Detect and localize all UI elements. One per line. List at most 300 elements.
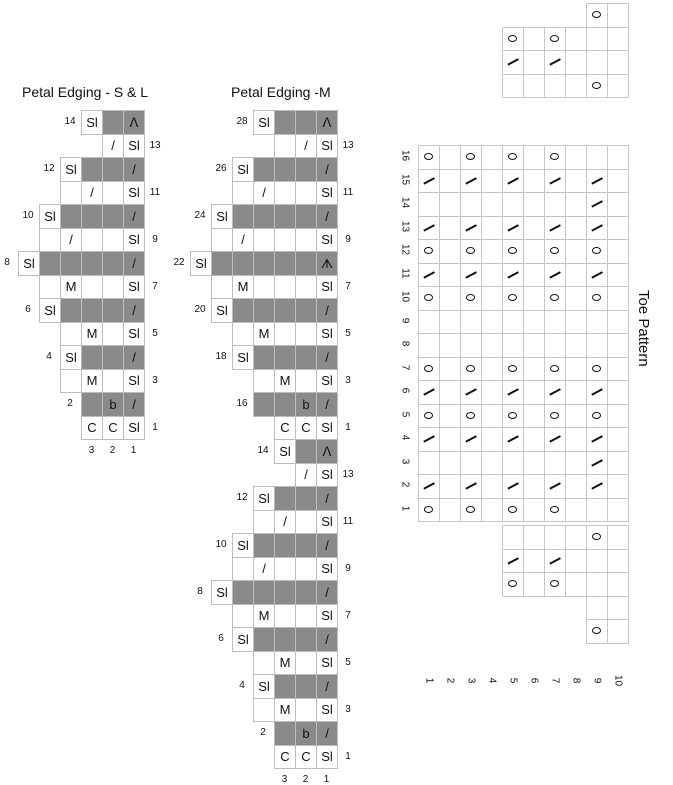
chart-cell bbox=[274, 345, 296, 370]
row-number: 1 bbox=[152, 421, 158, 433]
chart-cell: Sl bbox=[60, 157, 82, 182]
chart-cell bbox=[253, 369, 275, 394]
yarn-over-icon bbox=[508, 35, 517, 42]
chart-cell: C bbox=[274, 745, 296, 770]
chart-cell: / bbox=[123, 251, 145, 276]
chart-cell bbox=[274, 228, 296, 253]
chart-cell: Sl bbox=[316, 275, 338, 300]
chart-cell bbox=[232, 557, 254, 582]
toe-cell bbox=[565, 357, 587, 382]
chart-cell: C bbox=[102, 416, 124, 441]
chart-cell bbox=[253, 204, 275, 229]
chart-cell: / bbox=[316, 721, 338, 746]
toe-cell bbox=[523, 549, 545, 574]
chart-cell: Sl bbox=[316, 134, 338, 159]
toe-cell bbox=[565, 549, 587, 574]
chart-cell: M bbox=[81, 322, 103, 347]
chart-cell: / bbox=[102, 134, 124, 159]
row-number: 9 bbox=[152, 233, 158, 245]
yarn-over-icon bbox=[424, 365, 433, 372]
toe-cell bbox=[523, 427, 545, 452]
chart-cell bbox=[232, 322, 254, 347]
toe-cell bbox=[607, 380, 629, 405]
toe-cell bbox=[607, 333, 629, 358]
toe-cell bbox=[544, 525, 566, 550]
toe-cell bbox=[481, 239, 503, 264]
chart-cell bbox=[81, 228, 103, 253]
chart-cell bbox=[295, 110, 317, 135]
chart-cell: M bbox=[274, 651, 296, 676]
chart-cell bbox=[253, 698, 275, 723]
chart-cell bbox=[211, 228, 233, 253]
yarn-over-icon bbox=[424, 412, 433, 419]
chart-cell: Sl bbox=[316, 463, 338, 488]
chart-cell bbox=[274, 251, 296, 276]
yarn-over-icon bbox=[508, 580, 517, 587]
toe-row-number: 5 bbox=[399, 411, 411, 417]
chart-cell: / bbox=[123, 204, 145, 229]
row-number: 11 bbox=[342, 515, 354, 527]
toe-cell bbox=[523, 27, 545, 52]
yarn-over-icon bbox=[550, 247, 559, 254]
chart-cell bbox=[295, 604, 317, 629]
chart-cell: Sl bbox=[211, 580, 233, 605]
chart-cell bbox=[274, 275, 296, 300]
toe-column-number: 5 bbox=[507, 677, 519, 684]
toe-cell bbox=[607, 451, 629, 476]
chart-cell: Sl bbox=[123, 181, 145, 206]
chart-cell: Sl bbox=[316, 181, 338, 206]
row-number: 9 bbox=[345, 233, 351, 245]
chart-cell bbox=[81, 298, 103, 323]
yarn-over-icon bbox=[508, 153, 517, 160]
chart-cell: / bbox=[123, 392, 145, 417]
chart-cell bbox=[81, 392, 103, 417]
yarn-over-icon bbox=[550, 153, 559, 160]
row-number: 24 bbox=[194, 210, 206, 221]
chart-cell bbox=[102, 204, 124, 229]
toe-cell bbox=[586, 498, 608, 523]
yarn-over-icon bbox=[508, 365, 517, 372]
toe-column-number: 6 bbox=[528, 677, 540, 684]
row-number: 22 bbox=[173, 257, 185, 268]
toe-cell bbox=[565, 286, 587, 311]
row-number: 7 bbox=[345, 280, 351, 292]
chart-cell: C bbox=[295, 745, 317, 770]
chart-cell: / bbox=[60, 228, 82, 253]
toe-cell bbox=[439, 192, 461, 217]
chart-cell bbox=[274, 204, 296, 229]
toe-cell bbox=[607, 596, 629, 621]
yarn-over-icon bbox=[592, 247, 601, 254]
row-number: 1 bbox=[345, 750, 351, 762]
chart-cell bbox=[232, 298, 254, 323]
chart-cell: Sl bbox=[60, 345, 82, 370]
chart-cell: C bbox=[274, 416, 296, 441]
chart-cell: M bbox=[253, 604, 275, 629]
chart-cell: b bbox=[102, 392, 124, 417]
toe-cell bbox=[439, 145, 461, 170]
chart-cell bbox=[295, 651, 317, 676]
column-number: 3 bbox=[88, 445, 95, 456]
chart-cell: Sl bbox=[316, 416, 338, 441]
toe-cell bbox=[544, 451, 566, 476]
yarn-over-icon bbox=[592, 294, 601, 301]
yarn-over-icon bbox=[466, 153, 475, 160]
chart-cell: Sl bbox=[316, 557, 338, 582]
toe-cell bbox=[502, 451, 524, 476]
chart-cell: Sl bbox=[316, 369, 338, 394]
row-number: 26 bbox=[215, 163, 227, 174]
chart-cell: / bbox=[316, 627, 338, 652]
toe-cell bbox=[607, 169, 629, 194]
toe-cell bbox=[607, 3, 629, 28]
toe-pattern-title: Toe Pattern bbox=[635, 290, 652, 367]
toe-cell bbox=[565, 192, 587, 217]
toe-cell bbox=[439, 310, 461, 335]
toe-cell bbox=[607, 50, 629, 75]
row-number: 4 bbox=[239, 680, 245, 691]
yarn-over-icon bbox=[508, 247, 517, 254]
yarn-over-icon bbox=[592, 627, 601, 634]
chart-cell bbox=[60, 204, 82, 229]
chart-cell bbox=[274, 674, 296, 699]
chart-cell: Sl bbox=[123, 369, 145, 394]
toe-cell bbox=[502, 525, 524, 550]
toe-cell bbox=[523, 169, 545, 194]
toe-cell bbox=[607, 498, 629, 523]
chart-cell bbox=[60, 298, 82, 323]
toe-cell bbox=[607, 74, 629, 99]
row-number: 10 bbox=[215, 539, 227, 550]
toe-row-number: 9 bbox=[399, 317, 411, 323]
toe-cell bbox=[481, 263, 503, 288]
row-number: 28 bbox=[236, 116, 248, 127]
chart-cell: / bbox=[316, 345, 338, 370]
chart-cell bbox=[295, 369, 317, 394]
chart-cell bbox=[253, 251, 275, 276]
chart-cell: / bbox=[316, 392, 338, 417]
chart-cell: Sl bbox=[39, 298, 61, 323]
column-number: 1 bbox=[130, 445, 137, 456]
yarn-over-icon bbox=[466, 506, 475, 513]
chart-cell: / bbox=[316, 580, 338, 605]
row-number: 12 bbox=[43, 163, 55, 174]
chart-cell bbox=[295, 204, 317, 229]
chart-cell bbox=[274, 392, 296, 417]
chart-cell: Sl bbox=[316, 651, 338, 676]
chart-cell: ᐱ bbox=[316, 439, 338, 464]
row-number: 3 bbox=[345, 374, 351, 386]
chart-cell: / bbox=[81, 181, 103, 206]
toe-cell bbox=[523, 216, 545, 241]
yarn-over-icon bbox=[550, 412, 559, 419]
yarn-over-icon bbox=[466, 412, 475, 419]
chart-cell: / bbox=[316, 298, 338, 323]
chart-cell bbox=[253, 228, 275, 253]
chart-cell bbox=[295, 181, 317, 206]
toe-cell bbox=[481, 192, 503, 217]
row-number: 10 bbox=[22, 210, 34, 221]
chart-cell: M bbox=[60, 275, 82, 300]
toe-cell bbox=[586, 333, 608, 358]
toe-cell bbox=[523, 572, 545, 597]
toe-cell bbox=[586, 310, 608, 335]
chart-cell bbox=[39, 251, 61, 276]
chart-cell bbox=[81, 204, 103, 229]
toe-cell bbox=[481, 498, 503, 523]
chart-cell bbox=[232, 181, 254, 206]
chart-cell bbox=[295, 557, 317, 582]
chart-cell: Sl bbox=[316, 228, 338, 253]
toe-cell bbox=[418, 310, 440, 335]
column-number: 3 bbox=[281, 774, 288, 785]
chart-cell bbox=[295, 298, 317, 323]
row-number: 11 bbox=[149, 186, 161, 198]
toe-cell bbox=[481, 216, 503, 241]
toe-row-number: 16 bbox=[399, 149, 411, 162]
toe-cell bbox=[523, 333, 545, 358]
chart-cell bbox=[295, 322, 317, 347]
chart-cell bbox=[81, 275, 103, 300]
toe-cell bbox=[565, 498, 587, 523]
chart-cell bbox=[295, 510, 317, 535]
chart-cell bbox=[274, 110, 296, 135]
toe-cell bbox=[523, 498, 545, 523]
chart-cell: M bbox=[274, 369, 296, 394]
row-number: 18 bbox=[215, 351, 227, 362]
chart-cell: / bbox=[316, 674, 338, 699]
chart-cell bbox=[295, 345, 317, 370]
chart-cell: C bbox=[81, 416, 103, 441]
toe-cell bbox=[607, 572, 629, 597]
chart-cell bbox=[253, 580, 275, 605]
toe-cell bbox=[460, 192, 482, 217]
row-number: 13 bbox=[149, 139, 161, 151]
toe-cell bbox=[481, 286, 503, 311]
chart-cell: Sl bbox=[211, 298, 233, 323]
row-number: 2 bbox=[67, 398, 73, 409]
chart-cell: M bbox=[81, 369, 103, 394]
chart-cell: / bbox=[253, 557, 275, 582]
toe-cell bbox=[607, 474, 629, 499]
yarn-over-icon bbox=[424, 153, 433, 160]
row-number: 11 bbox=[342, 186, 354, 198]
chart-cell: Sl bbox=[232, 345, 254, 370]
yarn-over-icon bbox=[508, 506, 517, 513]
yarn-over-icon bbox=[466, 365, 475, 372]
chart-cell bbox=[274, 557, 296, 582]
chart-cell: / bbox=[274, 510, 296, 535]
toe-cell bbox=[586, 596, 608, 621]
toe-cell bbox=[586, 27, 608, 52]
chart-cell: Sl bbox=[18, 251, 40, 276]
toe-column-number: 3 bbox=[465, 677, 477, 684]
toe-column-number: 4 bbox=[486, 677, 498, 684]
toe-cell bbox=[481, 451, 503, 476]
toe-cell bbox=[607, 145, 629, 170]
toe-cell bbox=[439, 239, 461, 264]
toe-cell bbox=[565, 169, 587, 194]
toe-cell bbox=[418, 333, 440, 358]
chart-cell: ᐱ bbox=[316, 110, 338, 135]
toe-cell bbox=[439, 357, 461, 382]
chart-cell bbox=[295, 533, 317, 558]
toe-row-number: 13 bbox=[399, 220, 411, 232]
toe-cell bbox=[439, 474, 461, 499]
toe-column-number: 10 bbox=[612, 674, 624, 687]
toe-cell bbox=[523, 525, 545, 550]
row-number: 14 bbox=[257, 445, 269, 456]
chart-cell: Sl bbox=[316, 604, 338, 629]
yarn-over-icon bbox=[550, 506, 559, 513]
toe-cell bbox=[502, 310, 524, 335]
toe-column-number: 2 bbox=[444, 677, 456, 684]
toe-cell bbox=[439, 451, 461, 476]
toe-cell bbox=[607, 27, 629, 52]
toe-cell bbox=[565, 404, 587, 429]
toe-cell bbox=[523, 74, 545, 99]
toe-cell bbox=[523, 474, 545, 499]
row-number: 9 bbox=[345, 562, 351, 574]
toe-cell bbox=[481, 427, 503, 452]
chart-cell: / bbox=[316, 486, 338, 511]
yarn-over-icon bbox=[508, 294, 517, 301]
toe-cell bbox=[586, 145, 608, 170]
chart-cell bbox=[295, 228, 317, 253]
chart-cell bbox=[39, 275, 61, 300]
toe-cell bbox=[565, 145, 587, 170]
yarn-over-icon bbox=[424, 247, 433, 254]
chart-cell bbox=[81, 345, 103, 370]
chart-cell bbox=[60, 322, 82, 347]
toe-cell bbox=[565, 310, 587, 335]
chart-cell: Sl bbox=[253, 110, 275, 135]
toe-row-number: 1 bbox=[399, 505, 411, 511]
chart-cell: / bbox=[123, 298, 145, 323]
row-number: 5 bbox=[152, 327, 158, 339]
toe-cell bbox=[523, 357, 545, 382]
yarn-over-icon bbox=[508, 412, 517, 419]
yarn-over-icon bbox=[550, 580, 559, 587]
chart-cell bbox=[232, 604, 254, 629]
toe-cell bbox=[418, 192, 440, 217]
toe-row-number: 11 bbox=[399, 267, 411, 279]
row-number: 5 bbox=[345, 327, 351, 339]
toe-cell bbox=[460, 333, 482, 358]
chart-cell bbox=[102, 369, 124, 394]
chart-cell: ᗑ bbox=[316, 251, 338, 276]
row-number: 14 bbox=[64, 116, 76, 127]
chart-cell: Sl bbox=[316, 745, 338, 770]
toe-cell bbox=[460, 451, 482, 476]
toe-cell bbox=[481, 404, 503, 429]
chart-cell: Sl bbox=[123, 322, 145, 347]
toe-row-number: 15 bbox=[399, 173, 411, 185]
chart-cell bbox=[81, 157, 103, 182]
chart-cell bbox=[102, 110, 124, 135]
chart-cell bbox=[253, 275, 275, 300]
toe-cell bbox=[544, 333, 566, 358]
toe-cell bbox=[502, 192, 524, 217]
row-number: 13 bbox=[342, 139, 354, 151]
toe-cell bbox=[439, 498, 461, 523]
chart-cell bbox=[102, 322, 124, 347]
toe-cell bbox=[607, 192, 629, 217]
column-number: 2 bbox=[302, 774, 309, 785]
chart-cell bbox=[60, 181, 82, 206]
chart-cell bbox=[274, 486, 296, 511]
row-number: 12 bbox=[236, 492, 248, 503]
toe-cell bbox=[565, 216, 587, 241]
toe-cell bbox=[565, 27, 587, 52]
toe-cell bbox=[523, 404, 545, 429]
chart-cell: Sl bbox=[123, 228, 145, 253]
chart-cell bbox=[274, 181, 296, 206]
chart-cell: M bbox=[232, 275, 254, 300]
row-number: 7 bbox=[152, 280, 158, 292]
chart-cell: Sl bbox=[123, 416, 145, 441]
row-number: 8 bbox=[4, 257, 10, 268]
chart-cell bbox=[81, 251, 103, 276]
chart-cell bbox=[60, 369, 82, 394]
chart-cell bbox=[253, 157, 275, 182]
toe-column-number: 8 bbox=[570, 677, 582, 684]
yarn-over-icon bbox=[592, 82, 601, 89]
toe-row-number: 4 bbox=[399, 434, 411, 441]
chart-cell bbox=[274, 322, 296, 347]
toe-cell bbox=[607, 310, 629, 335]
toe-row-number: 12 bbox=[399, 243, 411, 256]
chart-cell bbox=[295, 275, 317, 300]
chart-cell bbox=[274, 134, 296, 159]
chart-cell bbox=[295, 674, 317, 699]
chart-cell bbox=[39, 228, 61, 253]
chart-cell bbox=[295, 486, 317, 511]
chart-cell bbox=[211, 251, 233, 276]
chart-cell: C bbox=[295, 416, 317, 441]
toe-cell bbox=[565, 74, 587, 99]
chart-cell: / bbox=[295, 463, 317, 488]
yarn-over-icon bbox=[550, 365, 559, 372]
chart-cell: / bbox=[295, 134, 317, 159]
chart-cell bbox=[253, 533, 275, 558]
chart-cell: b bbox=[295, 392, 317, 417]
toe-cell bbox=[586, 50, 608, 75]
chart-cell bbox=[102, 298, 124, 323]
toe-cell bbox=[523, 50, 545, 75]
chart-cell bbox=[274, 298, 296, 323]
row-number: 4 bbox=[46, 351, 52, 362]
toe-cell bbox=[439, 216, 461, 241]
chart-cell bbox=[274, 157, 296, 182]
toe-cell bbox=[481, 333, 503, 358]
toe-row-number: 10 bbox=[399, 290, 411, 303]
chart-cell bbox=[295, 157, 317, 182]
chart-cell bbox=[232, 580, 254, 605]
chart-cell bbox=[295, 698, 317, 723]
yarn-over-icon bbox=[592, 365, 601, 372]
toe-cell bbox=[607, 619, 629, 644]
chart-cell bbox=[253, 392, 275, 417]
toe-cell bbox=[565, 239, 587, 264]
chart-cell: Sl bbox=[316, 698, 338, 723]
toe-cell bbox=[544, 74, 566, 99]
chart-cell bbox=[102, 157, 124, 182]
chart-cell bbox=[274, 533, 296, 558]
chart-cell bbox=[274, 721, 296, 746]
toe-row-number: 3 bbox=[399, 458, 411, 464]
